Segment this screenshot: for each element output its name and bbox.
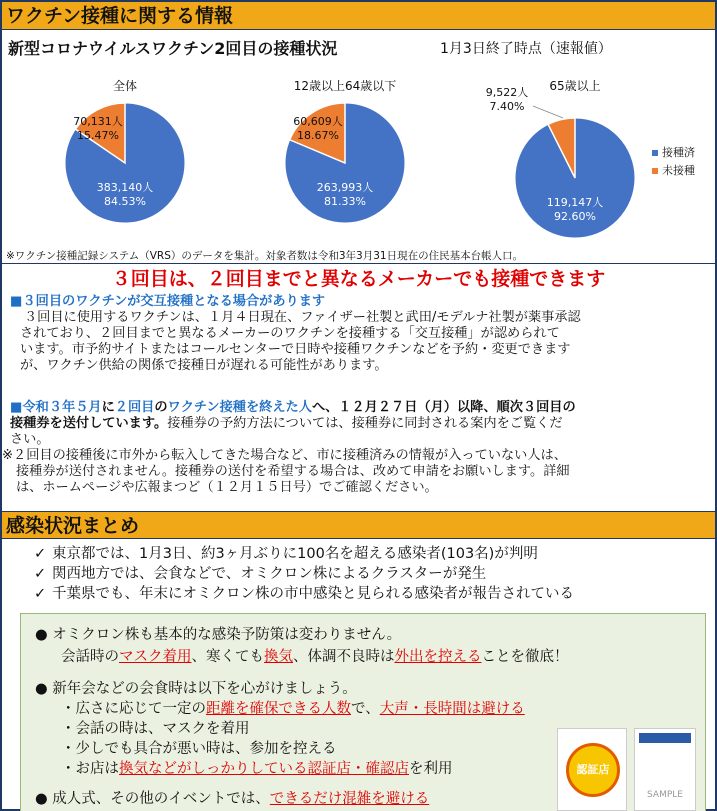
ticket-text: 接種券の予約方法については、接種券に同封される案内をご覧くだ: [167, 416, 563, 431]
advice-text: 、寒くても: [191, 649, 264, 665]
ticket-text: の: [154, 400, 168, 415]
advice-text: ・お店は: [61, 761, 119, 777]
data-label: 81.33%: [324, 195, 366, 208]
data-label: 15.47%: [77, 129, 119, 142]
cross-line: ３回目に使用するワクチンは、１月４日現在、ファイザー社製と武田/モデルナ社製が薬事承認: [24, 310, 581, 325]
ticket-text: 接種券を送付しています。: [10, 416, 168, 431]
advice-line: [61, 700, 525, 718]
chart-subtitle: 新型コロナウイルスワクチン2回目の接種状況: [8, 39, 338, 58]
advice-text: で、: [351, 701, 380, 717]
advice-line: [61, 648, 569, 666]
legend-swatch: [652, 150, 658, 156]
advice-line: ・会話の時は、マスクを着用: [61, 721, 250, 737]
advice-text: 成人式、その他のイベントでは、: [52, 791, 270, 807]
sample-label: SAMPLE: [647, 790, 683, 800]
pie-title: 65歳以上: [549, 79, 601, 93]
list-item-text: 千葉県でも、年末にオミクロン株の市中感染と見られる感染者が報告されている: [52, 586, 574, 602]
data-label: 9,522人: [485, 86, 529, 99]
ticket-text: ワクチン接種を終えた人: [167, 400, 312, 415]
cross-line: されており、２回目までと異なるメーカーのワクチンを接種する「交互接種」が認められて: [20, 326, 560, 341]
section-header-infection: 感染状況まとめ: [2, 511, 715, 539]
note-line: は、ホームページや広報まつど（１２月１５日号）でご確認ください。: [16, 480, 438, 495]
advice-line: [35, 790, 429, 808]
certified-store-sticker: [557, 728, 627, 811]
advice-text: 会話時の: [61, 649, 119, 665]
advice-emphasis: 外出を控える: [394, 649, 482, 665]
advice-emphasis: できるだけ混雑を避ける: [269, 791, 430, 807]
advice-text: ことを徹底！: [481, 649, 569, 665]
advice-line: [35, 626, 401, 644]
pie-title: 12歳以上64歳以下: [293, 79, 397, 93]
certified-seal-icon: [566, 743, 620, 797]
bullet-icon: ●: [35, 627, 48, 643]
advice-line: [35, 680, 357, 698]
check-icon: ✓: [34, 566, 47, 582]
ticket-text: さい。: [10, 432, 50, 447]
badge-label: 認証店: [576, 763, 610, 776]
check-icon: ✓: [34, 586, 47, 602]
ticket-text: に: [101, 400, 115, 415]
pie-charts: [0, 60, 717, 245]
cross-title: ■３回目のワクチンが交互接種となる場合があります: [10, 294, 326, 309]
cross-line: が、ワクチン供給の関係で接種日が遅れる可能性があります。: [20, 358, 388, 373]
legend-label: 未接種: [662, 164, 695, 177]
data-label: 7.40%: [489, 100, 525, 113]
sample-certificate: [634, 728, 696, 811]
booster-headline: ３回目は、２回目までと異なるメーカーでも接種できます: [111, 268, 606, 290]
data-label: 18.67%: [297, 129, 339, 142]
legend-swatch: [652, 168, 658, 174]
date-note: 1月3日終了時点（速報値）: [440, 41, 612, 57]
pie-title: 全体: [112, 79, 138, 93]
data-label: 383,140人: [96, 181, 154, 194]
data-label: 92.60%: [554, 210, 596, 223]
advice-emphasis: 大声・長時間は避ける: [379, 701, 525, 717]
advice-text: オミクロン株も基本的な感染予防策は変わりません。: [52, 627, 402, 643]
advice-line: [61, 760, 453, 778]
ticket-block: [2, 400, 710, 496]
list-item: [34, 584, 574, 604]
data-label: 60,609人: [293, 115, 343, 128]
advice-text: を利用: [409, 761, 453, 777]
certificate-bar: [639, 733, 691, 743]
advice-text: ・広さに応じて一定の: [61, 701, 206, 717]
ticket-text: ■令和３年５月: [10, 400, 102, 415]
ticket-text: へ、１２月２７日（月）以降、順次３回目の: [311, 400, 576, 415]
section-header-vaccine: ワクチン接種に関する情報: [2, 2, 715, 30]
list-item: [34, 564, 574, 584]
ticket-text: ２回目: [114, 400, 155, 415]
advice-emphasis: 換気: [264, 649, 293, 665]
list-item: [34, 544, 574, 564]
cross-line: います。市予約サイトまたはコールセンターで日時や接種ワクチンなどを予約・変更できます: [20, 342, 571, 357]
check-icon: ✓: [34, 546, 47, 562]
list-item-text: 東京都では、1月3日、約3ヶ月ぶりに100名を超える感染者(103名)が判明: [52, 546, 538, 562]
bullet-icon: ●: [35, 681, 48, 697]
data-label: 70,131人: [73, 115, 123, 128]
advice-emphasis: 距離を確保できる人数: [206, 701, 351, 717]
advice-emphasis: マスク着用: [119, 649, 192, 665]
legend-label: 接種済: [662, 146, 695, 159]
label-leader-line: [533, 106, 563, 118]
list-item-text: 関西地方では、会食などで、オミクロン株によるクラスターが発生: [52, 566, 487, 582]
data-label: 84.53%: [104, 195, 146, 208]
advice-text: 、体調不良時は: [293, 649, 395, 665]
note-line: ※２回目の接種後に市外から転入してきた場合など、市に接種済みの情報が入っていない人は、: [2, 448, 567, 463]
advice-line: ・少しでも具合が悪い時は、参加を控える: [61, 741, 337, 757]
data-label: 119,147人: [546, 196, 604, 209]
cross-vaccination-block: [10, 294, 710, 374]
advice-text: 新年会などの会食時は以下を心がけましょう。: [52, 681, 357, 697]
bullet-icon: ●: [35, 791, 48, 807]
note-line: 接種券が送付されません。接種券の送付を希望する場合は、改めて申請をお願いします。詳細: [16, 464, 570, 479]
infection-list: [34, 544, 574, 604]
data-label: 263,993人: [316, 181, 374, 194]
data-source-note: ※ワクチン接種記録システム（VRS）のデータを集計。対象者数は令和3年3月31日現在の住民基本台帳人口。: [6, 250, 524, 262]
advice-emphasis: 換気などがしっかりしている認証店・確認店: [119, 761, 409, 777]
